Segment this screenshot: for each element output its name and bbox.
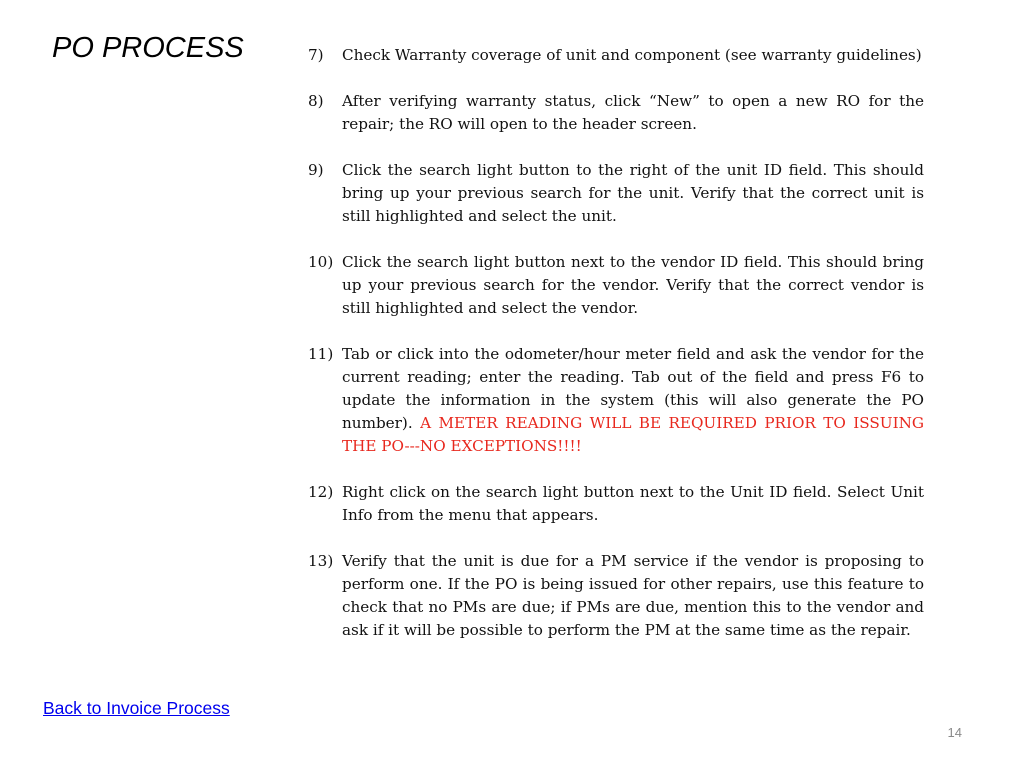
step-9 xyxy=(308,159,924,228)
step-text xyxy=(342,251,924,320)
step-number: 8) xyxy=(308,92,324,110)
page-number: 14 xyxy=(947,725,962,740)
step-body: Click the search light button next to the vendor ID field. This should bring up your previous search for the vendor. Verify that the correct vendor is still highlighted and select the vendor. xyxy=(342,253,924,317)
step-body: Click the search light button to the right of the unit ID field. This should bring up your previous search for the unit. Verify that the correct unit is still highlighted and select the unit. xyxy=(342,161,924,225)
step-number: 9) xyxy=(308,161,324,179)
step-number: 12) xyxy=(308,483,334,501)
step-8 xyxy=(308,90,924,136)
step-number: 7) xyxy=(308,46,324,64)
step-body: Right click on the search light button next to the Unit ID field. Select Unit Info from the menu that appears. xyxy=(342,483,924,524)
meter-reading-warning: A METER READING WILL BE REQUIRED PRIOR TO ISSUING THE PO---NO EXCEPTIONS!!!! xyxy=(342,414,924,455)
slide-title: PO PROCESS xyxy=(52,32,244,64)
step-text xyxy=(342,44,924,67)
step-body: Tab or click into the odometer/hour meter field and ask the vendor for the current reading; enter the reading. Tab out of the field and press F6 to update the information in the system (this will also generate the PO number). xyxy=(342,345,924,432)
step-text xyxy=(342,343,924,458)
step-text xyxy=(342,159,924,228)
step-text xyxy=(342,90,924,136)
step-11 xyxy=(308,343,924,458)
step-number: 10) xyxy=(308,253,334,271)
step-text xyxy=(342,481,924,527)
step-body: Check Warranty coverage of unit and component (see warranty guidelines) xyxy=(342,46,922,64)
step-number: 11) xyxy=(308,345,334,363)
step-10 xyxy=(308,251,924,320)
back-to-invoice-process-link[interactable]: Back to Invoice Process xyxy=(43,698,230,718)
step-13 xyxy=(308,550,924,642)
step-body: Verify that the unit is due for a PM service if the vendor is proposing to perform one. If the PO is being issued for other repairs, use this feature to check that no PMs are due; if PMs are due, mention this to the vendor and ask if it will be possible to perform the PM at the same time as the repair. xyxy=(342,552,924,639)
step-text xyxy=(342,550,924,642)
step-list xyxy=(308,44,924,665)
step-12 xyxy=(308,481,924,527)
step-number: 13) xyxy=(308,552,334,570)
step-body: After verifying warranty status, click “New” to open a new RO for the repair; the RO will open to the header screen. xyxy=(342,92,924,133)
step-7 xyxy=(308,44,924,67)
